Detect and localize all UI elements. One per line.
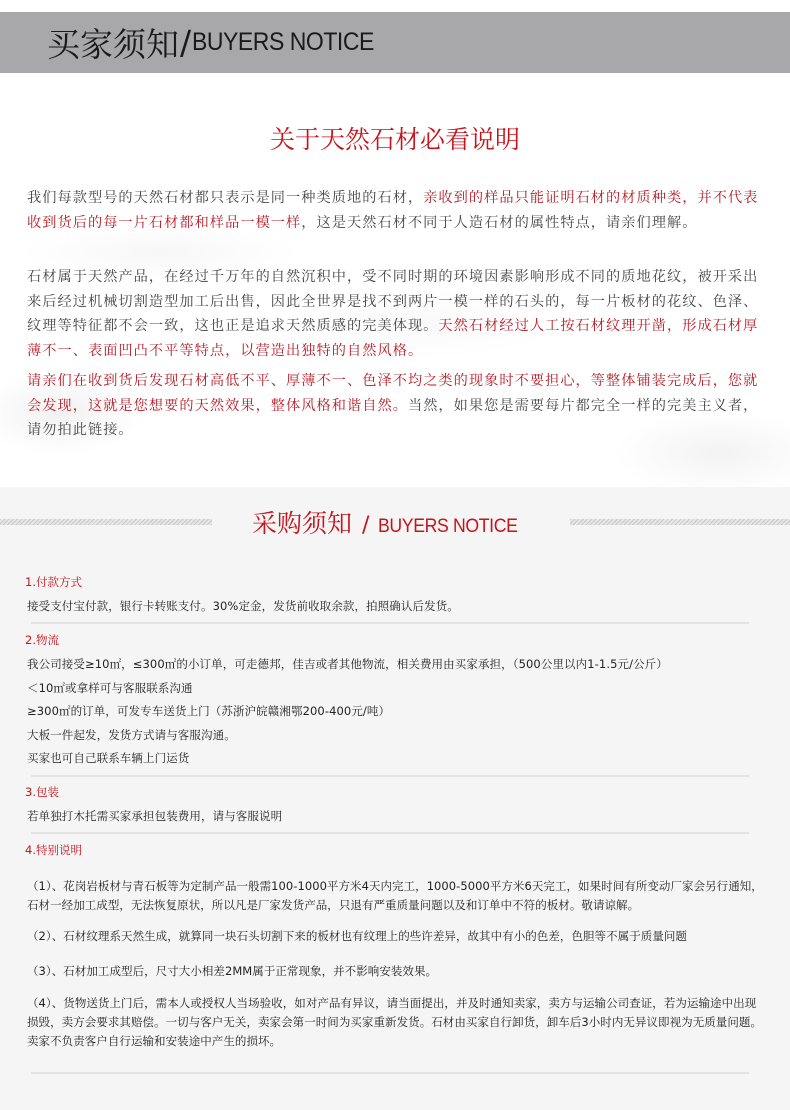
- section-divider: [31, 622, 749, 624]
- section-heading-payment: 1.付款方式: [25, 575, 82, 589]
- paragraph-text: 当然，如果您是需要每片都完全一样的完美主义者，请勿拍此链接。: [27, 397, 759, 438]
- stone-paragraph-3: [27, 369, 767, 443]
- purchase-title-en: BUYERS NOTICE: [378, 516, 518, 537]
- section-divider: [31, 1072, 749, 1074]
- stone-notes-title: 关于天然石材必看说明: [269, 125, 520, 154]
- logistics-line: 大板一件起发，发货方式请与客服沟通。: [27, 728, 236, 742]
- header-title-en: BUYERS NOTICE: [192, 28, 375, 56]
- logistics-line: ＜10㎡或拿样可与客服联系沟通: [27, 681, 193, 695]
- purchase-notes-title: [252, 504, 528, 540]
- purchase-title-separator: /: [362, 513, 370, 538]
- special-note-item: （3）、石材加工成型后，尺寸大小相差2MM属于正常现象，并不影响安装效果。: [27, 964, 438, 978]
- header-title-cn: 买家须知: [47, 25, 179, 64]
- paragraph-highlight: 天然石材经过人工按石材纹理开凿，形成石材厚薄不一、表面凹凸不平等特点，以营造出独特的自然风格。: [27, 318, 759, 359]
- section-divider: [31, 775, 749, 777]
- special-note-item: （1）、花岗岩板材与青石板等为定制产品一般需100-1000平方米4天内完工，1000-5000平方米6天完工，如果时间有所变动厂家会另行通知，石材一经加工成型，无法恢复原状，所以凡是厂家发货产品，只退有严重质量问题以及和订单中不符的板材。敬请谅解。: [27, 879, 763, 912]
- paragraph-text: 我们每款型号的天然石材都只表示是同一种类质地的石材，: [27, 190, 424, 206]
- purchase-notes-header: [0, 504, 790, 544]
- section-divider: [31, 832, 749, 834]
- purchase-notes-section: [0, 487, 790, 1110]
- payment-line: 接受支付宝付款，银行卡转账支付。30%定金，发货前收取余款，拍照确认后发货。: [27, 599, 459, 613]
- paragraph-text: 石材属于天然产品，在经过千万年的自然沉积中，受不同时期的环境因素影响形成不同的质地花纹，被开采出来后经过机械切割造型加工后出售，因此全世界是找不到两片一模一样的石头的，每一片板材的花纹、色泽、纹理等特征都不会一致，这也正是追求天然质感的完美体现。: [27, 269, 759, 334]
- packaging-line: 若单独打木托需买家承担包装费用，请与客服说明: [27, 809, 283, 823]
- section-heading-logistics: 2.物流: [25, 633, 59, 647]
- logistics-line: ≥300㎡的订单，可发专车送货上门（苏浙沪皖赣湘鄂200-400元/吨）: [27, 704, 391, 718]
- paragraph-text: ，这是天然石材不同于人造石材的属性特点，请亲们理解。: [301, 214, 698, 231]
- paragraph-highlight: 请亲们在收到货后发现石材高低不平、厚薄不一、色泽不均之类的现象时不要担心，等整体铺装完成后，您就会发现，这就是您想要的天然效果，整体风格和谐自然。: [27, 373, 759, 414]
- natural-stone-notes-section: [0, 73, 790, 487]
- special-note-item: （2）、石材纹理系天然生成，就算同一块石头切割下来的板材也有纹理上的些许差异，故其中有小的色差，色胆等不属于质量问题: [27, 929, 687, 943]
- stone-paragraph-2: [27, 265, 767, 363]
- logistics-line: 我公司接受≥10㎡，≤300㎡的小订单，可走德邦，佳吉或者其他物流，相关费用由买家承担，（500公里以内1-1.5元/公斤）: [27, 657, 668, 671]
- buyers-notice-header-bar: [0, 12, 790, 73]
- section-heading-special: 4.特别说明: [25, 843, 82, 857]
- section-heading-packaging: 3.包装: [25, 785, 59, 799]
- paragraph-highlight: 亲收到的样品只能证明石材的材质种类，并不代表收到货后的每一片石材都和样品一模一样: [27, 190, 759, 231]
- logistics-line: 买家也可自己联系车辆上门运货: [27, 751, 190, 765]
- header-separator: /: [180, 23, 192, 62]
- purchase-title-cn: 采购须知: [252, 509, 353, 538]
- decorative-stripe-left: [0, 519, 212, 525]
- special-note-item: （4）、货物送货上门后，需本人或授权人当场验收，如对产品有异议，请当面提出，并及时通知卖家，卖方与运输公司查证，若为运输途中出现损毁，卖方会要求其赔偿。一切与客户无关，卖家会第一时间为买家重新发货。石材由买家自行卸货，卸车后3小时内无异议即视为无质量问题。卖家不负责客户自行运输和安装途中产生的损坏。: [27, 996, 763, 1048]
- decorative-stripe-right: [570, 519, 790, 525]
- stone-paragraph-1: [27, 186, 767, 235]
